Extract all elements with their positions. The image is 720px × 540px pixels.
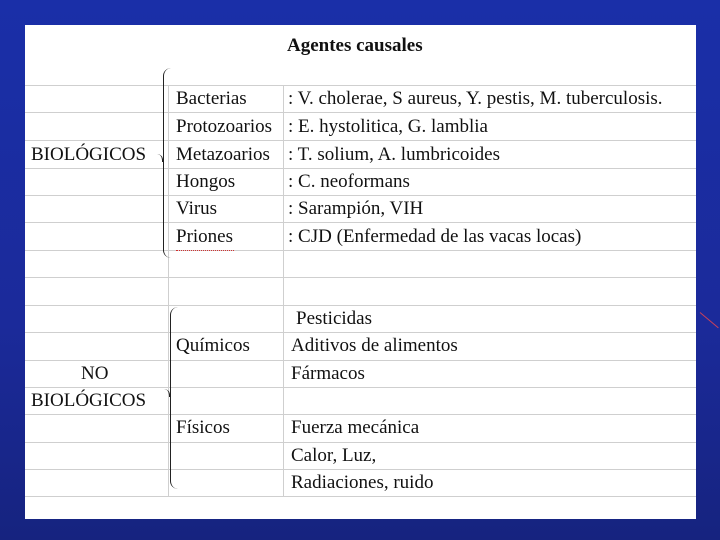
category-fisicos: Físicos: [176, 417, 230, 438]
category-quimicos: Químicos: [176, 335, 250, 356]
agent-name: Virus: [176, 198, 218, 219]
quimicos-item: Pesticidas: [296, 308, 372, 329]
fisicos-item: Radiaciones, ruido: [291, 472, 434, 493]
agent-name: Metazoarios: [176, 144, 270, 165]
causal-agents-table: [25, 25, 696, 519]
agent-name: Protozoarios: [176, 116, 273, 137]
quimicos-item: Fármacos: [291, 363, 365, 384]
slide-decoration-line: [700, 312, 719, 328]
fisicos-item: Calor, Luz,: [291, 445, 377, 466]
quimicos-item: Aditivos de alimentos: [291, 335, 458, 356]
spellcheck-underline: [176, 247, 234, 251]
agent-name: Bacterias: [176, 88, 247, 109]
agent-examples: : C. neoformans: [288, 171, 410, 192]
agent-name: Hongos: [176, 171, 236, 192]
agent-examples: : T. solium, A. lumbricoides: [288, 144, 500, 165]
fisicos-item: Fuerza mecánica: [291, 417, 420, 438]
agent-examples: : V. cholerae, S aureus, Y. pestis, M. tuberculosis.: [288, 88, 663, 109]
table-title: Agentes causales: [287, 35, 423, 56]
agent-name: Priones: [176, 226, 233, 247]
no-biologicos-label-line2: BIOLÓGICOS: [31, 390, 147, 411]
agent-examples: : CJD (Enfermedad de las vacas locas): [288, 226, 582, 247]
no-biologicos-label-line1: NO: [81, 363, 109, 384]
agent-examples: : E. hystolitica, G. lamblia: [288, 116, 488, 137]
biologicos-brace: [163, 68, 172, 258]
biologicos-label: BIOLÓGICOS: [31, 144, 147, 165]
agent-examples: : Sarampión, VIH: [288, 198, 424, 219]
